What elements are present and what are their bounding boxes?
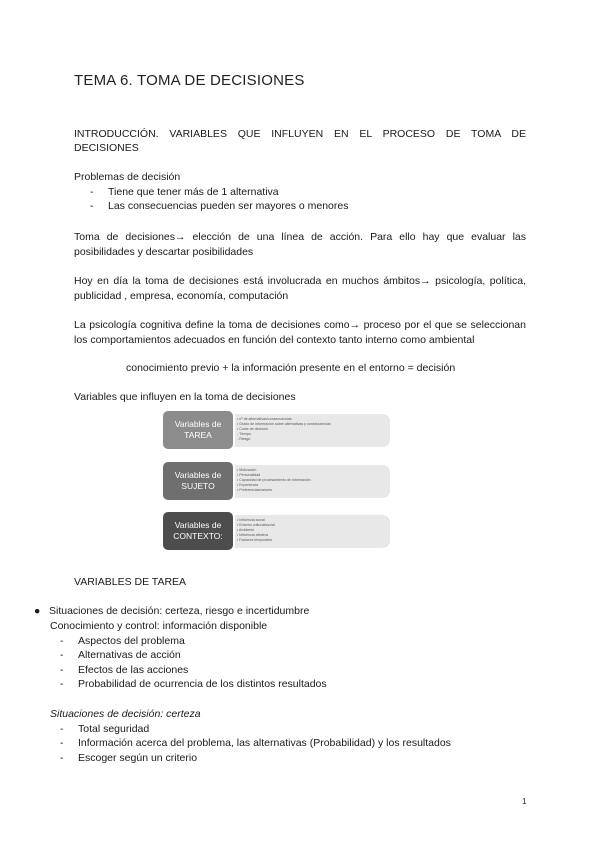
diagram-bullet: • Grado de información sobre alternativas y consecuencias: [237, 422, 331, 426]
diagram-bullet: - Tiempo: [237, 432, 251, 436]
paragraph: Hoy en día la toma de decisiones está involucrada en muchos ámbitos→ psicología, política, publicidad , empresa, economía, computación: [74, 275, 526, 302]
contexto-box: [163, 512, 233, 550]
list-item: - Probabilidad de ocurrencia de los distintos resultados: [44, 677, 327, 692]
paragraph: La psicología cognitiva define la toma de decisiones como→ proceso por el que se seleccionan los comportamientos adecuados en función del contexto tanto interno como ambiental: [74, 319, 526, 346]
box-label: CONTEXTO:: [173, 531, 223, 541]
box-label: TAREA: [184, 430, 212, 440]
psicologia-cognitiva-paragraph: [74, 318, 526, 347]
decision-formula: conocimiento previo + la información presente en el entorno = decisión: [126, 362, 456, 374]
list-item: - Las consecuencias pueden ser mayores o menores: [74, 199, 526, 214]
paragraph: Toma de decisiones→ elección de una línea de acción. Para ello hay que evaluar las posibilidades y descartar posibilidades: [74, 231, 526, 258]
list-item: - Información acerca del problema, las alternativas (Probabilidad) y los resultados: [44, 736, 451, 751]
diagram-bullet: • Factores temporales: [237, 538, 273, 542]
box-label: Variables de: [174, 419, 222, 429]
list-item: - Tiene que tener más de 1 alternativa: [74, 185, 526, 200]
intro-heading: INTRODUCCIÓN. VARIABLES QUE INFLUYEN EN EL PROCESO DE TOMA DE DECISIONES: [74, 128, 526, 154]
list-item: - Alternativas de acción: [44, 648, 327, 663]
diagram-bullet: • Influencia afectiva: [237, 533, 269, 537]
tarea-box: [163, 411, 233, 449]
situaciones-subtitle: Conocimiento y control: información disponible: [50, 620, 268, 632]
variables-heading: Variables que influyen en la toma de decisiones: [74, 391, 296, 403]
diagram-row-contexto: [163, 512, 390, 550]
diagram-bullet: • Preferencias/valores: [237, 488, 273, 492]
problemas-list: [74, 185, 526, 214]
contexto-bullets: [237, 518, 275, 543]
sujeto-box: [163, 462, 233, 500]
toma-decisiones-definition: [74, 230, 526, 259]
variables-tarea-heading: VARIABLES DE TAREA: [74, 576, 187, 588]
variables-diagram: [163, 411, 390, 553]
list-item: - Total seguridad: [44, 722, 451, 737]
certeza-section: [50, 707, 451, 765]
bullet-icon: ●: [34, 605, 41, 617]
tarea-bullets: [237, 417, 331, 442]
diagram-bullet: • Influencia social: [237, 518, 265, 522]
diagram-bullet: - Riesgo: [237, 437, 251, 441]
diagram-bullet: • Capacidad de procesamiento de información: [237, 478, 311, 482]
situaciones-list: [44, 634, 327, 692]
diagram-row-tarea: [163, 411, 390, 449]
situaciones-section: [50, 619, 327, 692]
list-item: - Aspectos del problema: [44, 634, 327, 649]
diagram-bullet: • Ambiente: [237, 528, 255, 532]
box-label: Variables de: [174, 520, 222, 530]
ambitos-paragraph: [74, 274, 526, 303]
box-label: SUJETO: [181, 481, 215, 491]
page-title: TEMA 6. TOMA DE DECISIONES: [74, 72, 305, 89]
problemas-heading: Problemas de decisión: [74, 171, 181, 183]
situaciones-bullet-line: [34, 605, 309, 617]
certeza-heading: Situaciones de decisión: certeza: [50, 708, 201, 720]
list-item: - Escoger según un criterio: [44, 751, 451, 766]
diagram-bullet: • Experiencia: [237, 483, 259, 487]
problemas-section: [74, 170, 526, 214]
sujeto-bullets: [237, 468, 311, 493]
diagram-bullet: • Entorno cultural/social: [237, 523, 275, 527]
diagram-bullet: • Motivación: [237, 468, 257, 472]
list-item: - Efectos de las acciones: [44, 663, 327, 678]
diagram-bullet: • Personalidad: [237, 473, 261, 477]
box-label: Variables de: [174, 470, 222, 480]
diagram-bullet: • nº de alternativas/consecuencias: [237, 417, 292, 421]
page-number: 1: [522, 797, 527, 806]
certeza-list: [44, 722, 451, 766]
diagram-row-sujeto: [163, 462, 390, 500]
situaciones-title: Situaciones de decisión: certeza, riesgo e incertidumbre: [49, 605, 310, 617]
diagram-bullet: • Coste de decisión: [237, 427, 268, 431]
